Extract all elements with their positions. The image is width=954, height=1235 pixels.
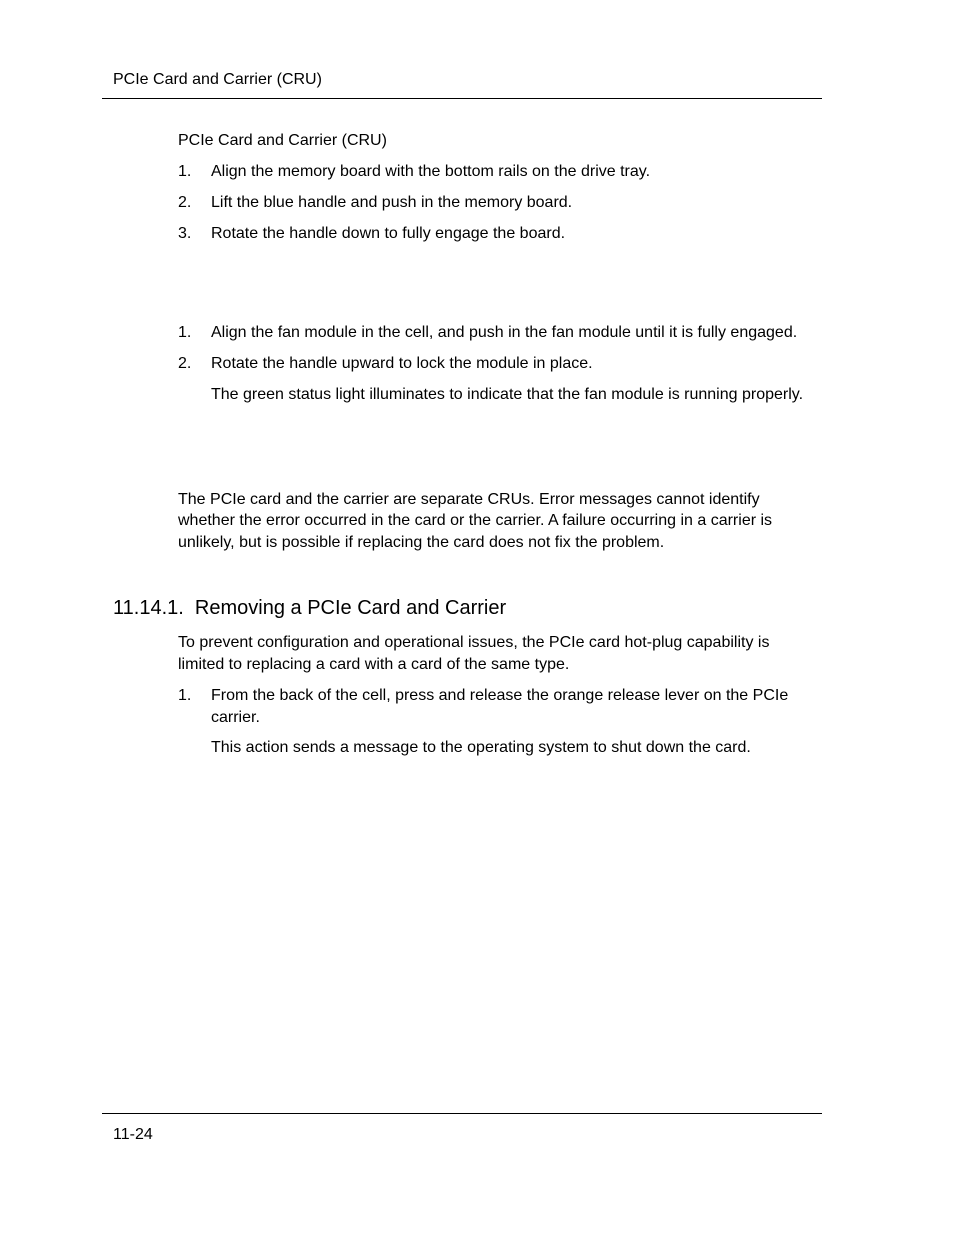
paragraph-line: To prevent configuration and operational issues, the PCIe card hot-plug capability is	[178, 634, 770, 651]
section-caption: PCIe Card and Carrier (CRU)	[178, 132, 387, 149]
section-heading: 11.14.1. Removing a PCIe Card and Carrier	[113, 597, 507, 619]
step-note: The green status light illuminates to indicate that the fan module is running properly.	[211, 386, 804, 403]
step-number: 1.	[178, 163, 192, 180]
step-text: carrier.	[211, 709, 260, 726]
running-header-title: PCIe Card and Carrier (CRU)	[113, 71, 322, 88]
step-number: 3.	[178, 225, 192, 242]
header-rule	[102, 98, 822, 99]
step-number: 2.	[178, 194, 192, 211]
step-note: This action sends a message to the operating system to shut down the card.	[211, 739, 751, 756]
paragraph-line: limited to replacing a card with a card of the same type.	[178, 656, 570, 673]
footer-rule	[102, 1113, 822, 1114]
step-text: Rotate the handle upward to lock the module in place.	[211, 355, 593, 372]
page-number: 11-24	[113, 1126, 153, 1143]
paragraph-line: unlikely, but is possible if replacing the card does not fix the problem.	[178, 534, 665, 551]
step-text: Align the fan module in the cell, and push in the fan module until it is fully engaged.	[211, 324, 798, 341]
step-number: 1.	[178, 687, 192, 704]
step-number: 1.	[178, 324, 192, 341]
step-text: Lift the blue handle and push in the memory board.	[211, 194, 573, 211]
step-text: Rotate the handle down to fully engage the board.	[211, 225, 566, 242]
paragraph-line: whether the error occurred in the card or the carrier. A failure occurring in a carrier is	[178, 512, 773, 529]
step-number: 2.	[178, 355, 192, 372]
step-text: From the back of the cell, press and release the orange release lever on the PCIe	[211, 687, 789, 704]
paragraph-line: The PCIe card and the carrier are separate CRUs. Error messages cannot identify	[178, 491, 760, 508]
step-text: Align the memory board with the bottom rails on the drive tray.	[211, 163, 651, 180]
